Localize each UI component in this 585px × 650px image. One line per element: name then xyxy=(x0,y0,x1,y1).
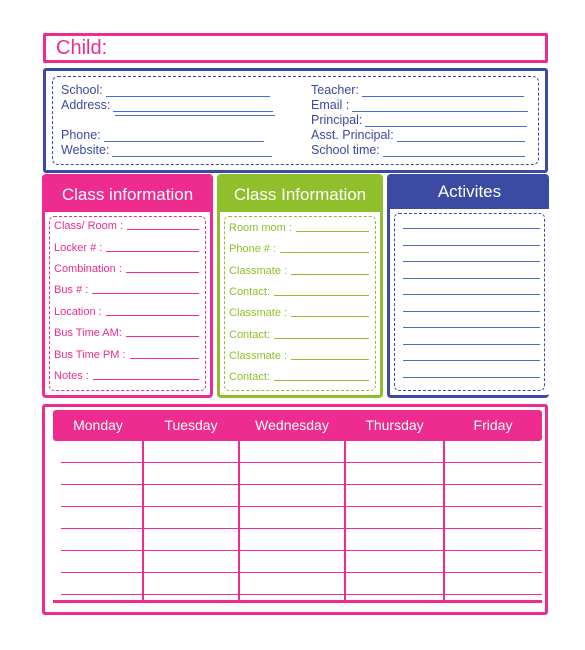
contact-field-1[interactable] xyxy=(229,286,369,298)
teacher-line xyxy=(362,95,524,97)
phone-number-field[interactable] xyxy=(229,243,369,255)
activity-line xyxy=(403,294,540,295)
bus-number-line xyxy=(92,293,199,294)
schedule-divider xyxy=(238,441,240,601)
contact-line-1 xyxy=(274,295,369,296)
schedule-divider xyxy=(344,441,346,601)
contact-field-3[interactable] xyxy=(229,371,369,383)
teacher-label: Teacher: xyxy=(311,83,359,97)
day-friday: Friday xyxy=(473,417,513,433)
contact-line-2 xyxy=(274,338,369,339)
locker-label: Locker # : xyxy=(54,242,103,254)
phone-number-label: Phone # : xyxy=(229,243,277,255)
bus-time-pm-label: Bus Time PM : xyxy=(54,349,126,361)
phone-line xyxy=(104,140,264,142)
schedule-row-line xyxy=(61,550,542,551)
classmate-line-2 xyxy=(291,316,369,317)
schedule-row-line xyxy=(61,572,542,573)
room-mom-label: Room mom : xyxy=(229,222,292,234)
school-line xyxy=(106,95,270,97)
class-information-inner-border-green xyxy=(224,216,376,391)
schedule-row-line xyxy=(61,484,542,485)
address-field[interactable] xyxy=(61,98,273,112)
activity-line xyxy=(403,245,540,246)
combination-line xyxy=(126,272,199,273)
contact-field-2[interactable] xyxy=(229,329,369,341)
bus-time-pm-field[interactable] xyxy=(54,349,199,361)
schedule-divider xyxy=(142,441,144,601)
address-label: Address: xyxy=(61,98,111,112)
class-information-panel-pink xyxy=(42,174,213,398)
activities-panel xyxy=(387,174,549,398)
notes-line xyxy=(93,379,199,380)
activity-line xyxy=(403,344,540,345)
school-info-inner-border xyxy=(52,76,539,165)
school-time-label: School time: xyxy=(311,143,380,157)
email-line xyxy=(352,110,528,112)
activity-line xyxy=(403,278,540,279)
school-field[interactable] xyxy=(61,83,270,97)
schedule-row-line xyxy=(61,506,542,507)
activity-line xyxy=(403,360,540,361)
classmate-field-1[interactable] xyxy=(229,265,369,277)
class-room-field[interactable] xyxy=(54,220,199,232)
bus-number-label: Bus # : xyxy=(54,284,89,296)
activity-line xyxy=(403,311,540,312)
contact-label-1: Contact: xyxy=(229,286,270,298)
contact-line-3 xyxy=(274,380,369,381)
day-monday: Monday xyxy=(73,417,123,433)
combination-label: Combination : xyxy=(54,263,122,275)
activity-line xyxy=(403,327,540,328)
asst-principal-line xyxy=(397,140,525,142)
bus-time-am-line xyxy=(126,336,199,337)
classmate-line-1 xyxy=(291,274,369,275)
principal-label: Principal: xyxy=(311,113,363,127)
principal-line xyxy=(365,125,527,127)
email-field[interactable] xyxy=(311,98,528,112)
locker-line xyxy=(106,251,199,252)
child-label: Child: xyxy=(56,37,108,59)
classmate-label-3: Classmate : xyxy=(229,350,288,362)
room-mom-line xyxy=(296,231,369,232)
asst-principal-label: Asst. Principal: xyxy=(311,128,394,142)
weekly-schedule xyxy=(42,404,548,615)
activity-line xyxy=(403,377,540,378)
class-room-label: Class/ Room : xyxy=(54,220,124,232)
activities-inner-border[interactable] xyxy=(394,213,545,391)
day-thursday: Thursday xyxy=(365,417,424,433)
website-label: Website: xyxy=(61,143,110,157)
schedule-header-row xyxy=(53,410,542,441)
school-time-line xyxy=(383,155,525,157)
schedule-row-line xyxy=(61,594,542,595)
classmate-line-3 xyxy=(291,359,369,360)
locker-field[interactable] xyxy=(54,242,199,254)
classmate-field-2[interactable] xyxy=(229,307,369,319)
notes-label: Notes : xyxy=(54,370,89,382)
address-line-2 xyxy=(115,114,275,116)
phone-label: Phone: xyxy=(61,128,101,142)
room-mom-field[interactable] xyxy=(229,222,369,234)
activity-line xyxy=(403,261,540,262)
location-label: Location : xyxy=(54,306,102,318)
principal-field[interactable] xyxy=(311,113,527,127)
schedule-divider xyxy=(443,441,445,601)
email-label: Email : xyxy=(311,98,350,112)
contact-label-3: Contact: xyxy=(229,371,270,383)
day-tuesday: Tuesday xyxy=(164,417,218,433)
classmate-label-2: Classmate : xyxy=(229,307,288,319)
bus-time-am-label: Bus Time AM: xyxy=(54,327,122,339)
address-field-2[interactable] xyxy=(112,114,275,116)
phone-number-line xyxy=(280,252,369,253)
school-info-panel xyxy=(43,68,548,173)
activities-title: Activites xyxy=(390,177,549,209)
combination-field[interactable] xyxy=(54,263,199,275)
address-line xyxy=(113,110,273,112)
contact-label-2: Contact: xyxy=(229,329,270,341)
schedule-row-line xyxy=(61,462,542,463)
class-information-inner-border xyxy=(49,216,206,391)
class-information-title-green: Class Information xyxy=(220,177,380,212)
child-name-box[interactable] xyxy=(43,33,548,63)
day-wednesday: Wednesday xyxy=(255,417,329,433)
location-field[interactable] xyxy=(54,306,199,318)
bus-time-am-field[interactable] xyxy=(54,327,199,339)
website-field[interactable] xyxy=(61,143,272,157)
notes-field[interactable] xyxy=(54,370,199,382)
class-information-title: Class information xyxy=(45,177,210,212)
website-line xyxy=(112,155,272,157)
classmate-field-3[interactable] xyxy=(229,350,369,362)
school-label: School: xyxy=(61,83,103,97)
activity-line xyxy=(403,228,540,229)
location-line xyxy=(106,315,199,316)
classmate-label-1: Classmate : xyxy=(229,265,288,277)
asst-principal-field[interactable] xyxy=(311,128,525,142)
schedule-bottom-rule xyxy=(53,600,542,603)
schedule-row-line xyxy=(61,528,542,529)
bus-time-pm-line xyxy=(130,358,199,359)
school-time-field[interactable] xyxy=(311,143,525,157)
bus-number-field[interactable] xyxy=(54,284,199,296)
class-room-line xyxy=(127,229,199,230)
phone-field[interactable] xyxy=(61,128,264,142)
class-information-panel-green xyxy=(217,174,383,398)
teacher-field[interactable] xyxy=(311,83,524,97)
